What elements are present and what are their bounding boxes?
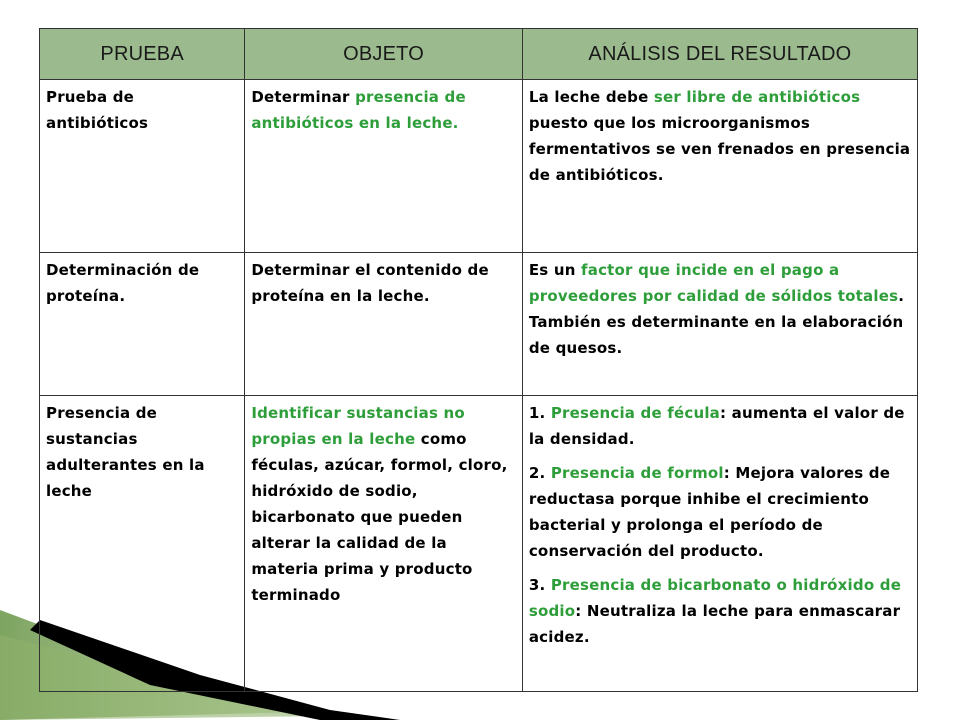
cell-analisis xyxy=(522,396,917,692)
table-row xyxy=(40,253,918,396)
highlighted-text: presencia de antibióticos en la leche. xyxy=(251,88,466,132)
cell-text: Prueba de antibióticos xyxy=(46,88,149,132)
cell-text: Determinación de proteína. xyxy=(46,261,200,305)
cell-text: : Mejora valores de reductasa porque inhibe el crecimiento bacterial y prolonga el período de conservación del producto. xyxy=(528,464,891,560)
cell-text: 1. xyxy=(528,404,551,422)
table-header-row xyxy=(40,29,918,80)
header-prueba: PRUEBA xyxy=(40,29,245,80)
highlighted-text: Presencia de fécula xyxy=(550,404,721,422)
table-row xyxy=(40,80,918,253)
cell-text: . También es determinante en la elaboración de quesos. xyxy=(528,287,905,357)
cell-text: La leche debe xyxy=(528,88,654,106)
analysis-paragraph xyxy=(529,400,911,452)
cell-prueba xyxy=(40,253,245,396)
highlighted-text: factor que incide en el pago a proveedores por calidad de sólidos totales xyxy=(528,261,899,305)
highlighted-text: Presencia de bicarbonato o hidróxido de sodio xyxy=(528,576,902,620)
highlighted-text: Presencia de formol xyxy=(550,464,724,482)
table-row xyxy=(40,396,918,692)
cell-text: 3. xyxy=(528,576,551,594)
cell-objeto xyxy=(245,80,523,253)
cell-text: : aumenta el valor de la densidad. xyxy=(528,404,905,448)
analysis-paragraph xyxy=(529,460,911,564)
header-analisis: ANÁLISIS DEL RESULTADO xyxy=(522,29,917,80)
cell-text: : Neutraliza la leche para enmascarar acidez. xyxy=(528,602,901,646)
analysis-paragraph xyxy=(529,257,911,361)
analysis-paragraph xyxy=(529,84,911,188)
cell-text: Determinar xyxy=(251,88,356,106)
cell-text: puesto que los microorganismos fermentativos se ven frenados en presencia de antibióticos. xyxy=(528,114,911,184)
highlighted-text: ser libre de antibióticos xyxy=(653,88,861,106)
cell-analisis xyxy=(522,80,917,253)
cell-text: 2. xyxy=(528,464,551,482)
cell-objeto xyxy=(245,396,523,692)
cell-text: como féculas, azúcar, formol, cloro, hidróxido de sodio, bicarbonato que pueden alterar la calidad de la materia prima y producto terminado xyxy=(251,430,508,604)
cell-objeto xyxy=(245,253,523,396)
cell-text: Determinar el contenido de proteína en la leche. xyxy=(251,261,489,305)
analysis-paragraph xyxy=(529,572,911,650)
highlighted-text: Identificar sustancias no propias en la leche xyxy=(251,404,465,448)
cell-prueba xyxy=(40,80,245,253)
cell-text: Es un xyxy=(528,261,582,279)
cell-prueba xyxy=(40,396,245,692)
header-objeto: OBJETO xyxy=(245,29,523,80)
cell-analisis xyxy=(522,253,917,396)
analysis-table xyxy=(39,28,918,692)
cell-text: Presencia de sustancias adulterantes en la leche xyxy=(46,404,205,500)
